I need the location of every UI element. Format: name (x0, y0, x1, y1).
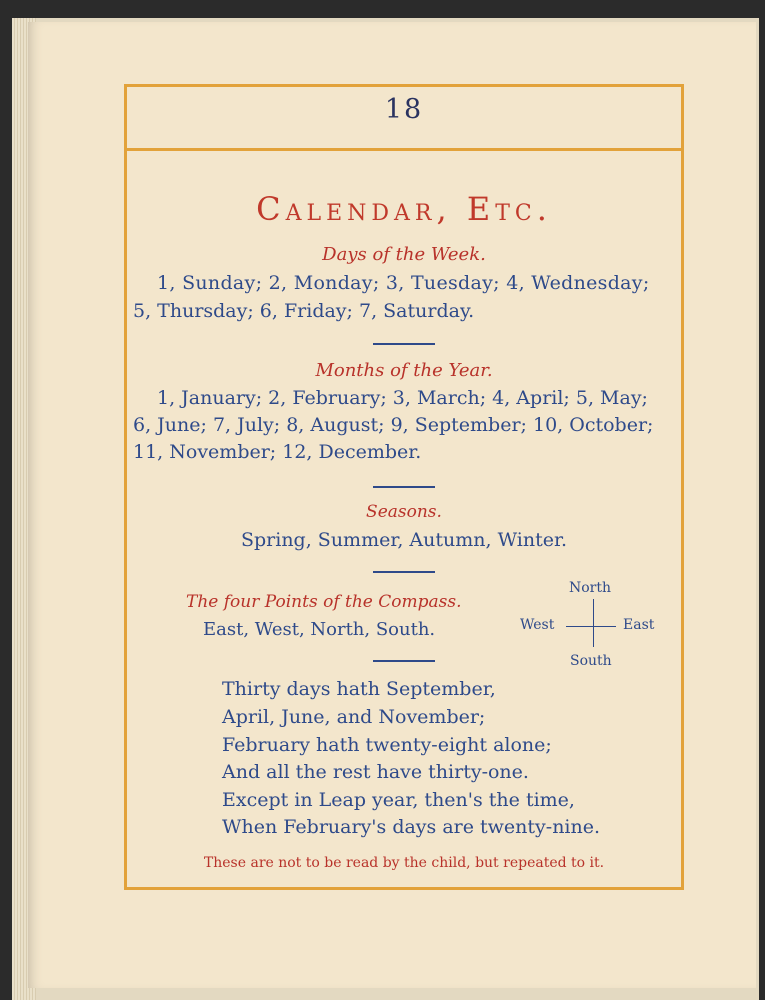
divider-3 (373, 571, 435, 573)
divider-1 (373, 343, 435, 345)
divider-2 (373, 486, 435, 488)
poem-line-6: When February's days are twenty-nine. (222, 816, 601, 838)
page-number: 18 (384, 94, 424, 125)
months-line-3: 11, November; 12, December. (133, 441, 422, 463)
divider-4 (373, 660, 435, 662)
compass-west-label: West (520, 617, 555, 633)
months-line-1: 1, January; 2, February; 3, March; 4, April; 5, May; (157, 387, 648, 409)
seasons-heading: Seasons. (366, 502, 442, 522)
page-title: Calendar, Etc. (256, 190, 552, 228)
compass-north-label: North (569, 580, 612, 596)
days-line-2: 5, Thursday; 6, Friday; 7, Saturday. (133, 300, 475, 322)
months-line-2: 6, June; 7, July; 8, August; 9, September; 10, October; (133, 414, 654, 436)
poem-line-2: April, June, and November; (222, 706, 486, 728)
compass-text: East, West, North, South. (203, 619, 436, 640)
days-line-1: 1, Sunday; 2, Monday; 3, Tuesday; 4, Wednesday; (157, 272, 650, 294)
footnote: These are not to be read by the child, but repeated to it. (203, 855, 605, 871)
seasons-text: Spring, Summer, Autumn, Winter. (240, 529, 567, 551)
compass-heading: The four Points of the Compass. (186, 592, 462, 612)
months-heading: Months of the Year. (315, 360, 493, 381)
poem-line-5: Except in Leap year, then's the time, (222, 789, 575, 811)
poem-line-3: February hath twenty-eight alone; (222, 734, 552, 756)
compass-vertical-line (593, 599, 594, 647)
poem-line-1: Thirty days hath September, (222, 678, 496, 700)
header-rule (124, 148, 684, 151)
compass-east-label: East (623, 617, 655, 633)
poem-line-4: And all the rest have thirty-one. (222, 761, 529, 783)
compass-south-label: South (570, 653, 612, 669)
days-heading: Days of the Week. (322, 244, 486, 265)
compass-horizontal-line (566, 626, 616, 627)
